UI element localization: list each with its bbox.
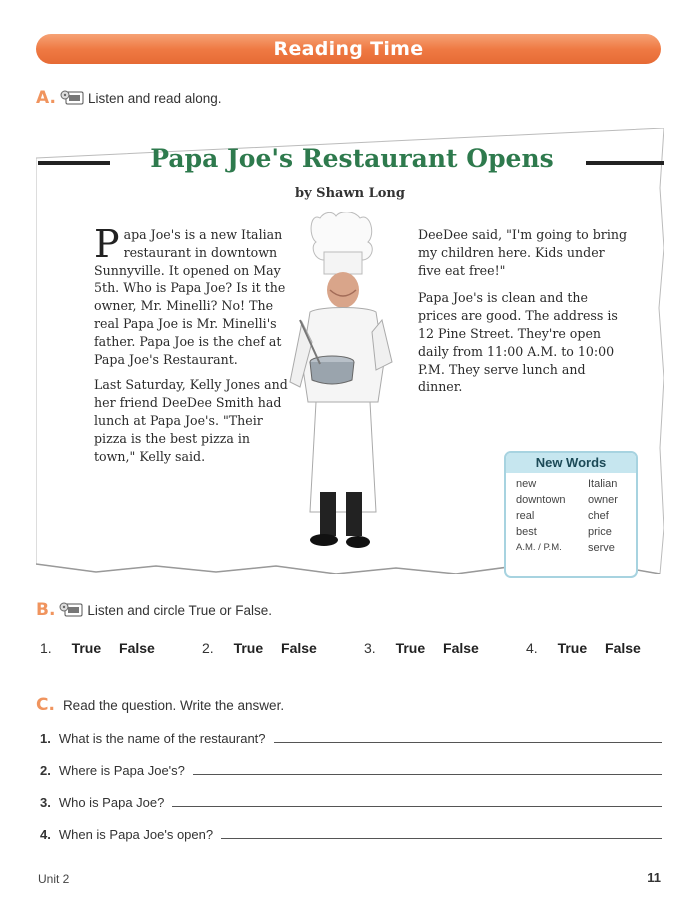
new-word: owner xyxy=(588,494,618,506)
question-row-2 xyxy=(40,758,662,778)
section-a-letter: A. xyxy=(36,88,56,108)
new-words-title: New Words xyxy=(506,453,636,473)
headline-rule-left xyxy=(38,161,110,165)
question-text: Where is Papa Joe's? xyxy=(58,763,185,778)
question-row-3 xyxy=(40,790,662,810)
question-row-4 xyxy=(40,822,662,842)
new-word: new xyxy=(516,478,537,490)
section-c-instruction xyxy=(36,695,284,715)
new-word: Italian xyxy=(588,478,618,490)
section-b-text: Listen and circle True or False. xyxy=(87,602,273,618)
new-words-list xyxy=(506,473,636,554)
drop-cap: P xyxy=(94,222,120,266)
true-option[interactable]: True xyxy=(71,640,102,656)
question-number: 4. xyxy=(40,827,51,842)
tf-number: 4. xyxy=(526,640,538,656)
article-headline: Papa Joe's Restaurant Opens xyxy=(150,144,554,173)
tf-item-2 xyxy=(202,640,317,656)
true-option[interactable]: True xyxy=(233,640,264,656)
article-paragraph-3: DeeDee said, "I'm going to bring my children here. Kids under five eat free!" xyxy=(418,227,628,278)
new-word: downtown xyxy=(516,494,566,506)
article-paragraph-4: Papa Joe's is clean and the prices are good. The address is 12 Pine Street. They're open daily from 11:00 A.M. to 10:00 P.M. They serve lunch and dinner. xyxy=(418,290,618,395)
new-word: best xyxy=(516,526,537,538)
new-word: chef xyxy=(588,510,609,522)
tf-number: 2. xyxy=(202,640,214,656)
question-number: 3. xyxy=(40,795,51,810)
section-c-text: Read the question. Write the answer. xyxy=(62,697,285,713)
tf-item-4 xyxy=(526,640,641,656)
section-c-letter: C. xyxy=(36,695,55,715)
section-b-instruction xyxy=(36,600,272,620)
article-paragraph-1 xyxy=(94,222,290,368)
chef-illustration xyxy=(280,212,412,557)
new-word: serve xyxy=(588,542,615,554)
answer-line[interactable] xyxy=(172,806,662,807)
page-number: 11 xyxy=(647,870,661,885)
section-a-instruction xyxy=(36,88,222,108)
answer-line[interactable] xyxy=(274,742,662,743)
true-option[interactable]: True xyxy=(557,640,588,656)
article-column-2 xyxy=(418,226,630,406)
tf-number: 1. xyxy=(40,640,52,656)
new-word: real xyxy=(516,510,535,522)
tf-number: 3. xyxy=(364,640,376,656)
unit-label: Unit 2 xyxy=(38,872,70,886)
true-false-row xyxy=(40,640,660,662)
article-paragraph-2: Last Saturday, Kelly Jones and her friend DeeDee Smith had lunch at Papa Joe's. "Their pizza is the best pizza in town," Kelly said. xyxy=(94,377,288,464)
section-a-text: Listen and read along. xyxy=(87,90,222,106)
audio-cd-icon xyxy=(59,602,83,618)
question-text: Who is Papa Joe? xyxy=(58,795,165,810)
paragraph-1-text: apa Joe's is a new Italian restaurant in downtown Sunnyville. It opened on May 5th. Who is Papa Joe? Is it the owner, Mr. Minelli? No! The real Papa Joe is Mr. Minelli's father. Papa Joe is the chef at Papa Joe's Restaurant. xyxy=(94,227,286,367)
article-byline: by Shawn Long xyxy=(295,186,405,201)
answer-line[interactable] xyxy=(193,774,662,775)
question-row-1 xyxy=(40,726,662,746)
tf-item-1 xyxy=(40,640,155,656)
banner-title: Reading Time xyxy=(273,38,424,60)
question-number: 2. xyxy=(40,763,51,778)
new-word: price xyxy=(588,526,612,538)
false-option[interactable]: False xyxy=(119,640,155,656)
question-number: 1. xyxy=(40,731,51,746)
new-words-box xyxy=(504,451,638,578)
false-option[interactable]: False xyxy=(443,640,479,656)
headline-rule-right xyxy=(586,161,664,165)
answer-line[interactable] xyxy=(221,838,662,839)
question-text: When is Papa Joe's open? xyxy=(58,827,214,842)
article-column-1 xyxy=(94,222,290,473)
question-text: What is the name of the restaurant? xyxy=(58,731,266,746)
tf-item-3 xyxy=(364,640,479,656)
false-option[interactable]: False xyxy=(281,640,317,656)
false-option[interactable]: False xyxy=(605,640,641,656)
reading-time-banner xyxy=(36,34,661,64)
new-word: A.M. / P.M. xyxy=(516,542,562,553)
section-b-letter: B. xyxy=(36,600,56,620)
audio-cd-icon xyxy=(60,90,84,106)
true-option[interactable]: True xyxy=(395,640,426,656)
